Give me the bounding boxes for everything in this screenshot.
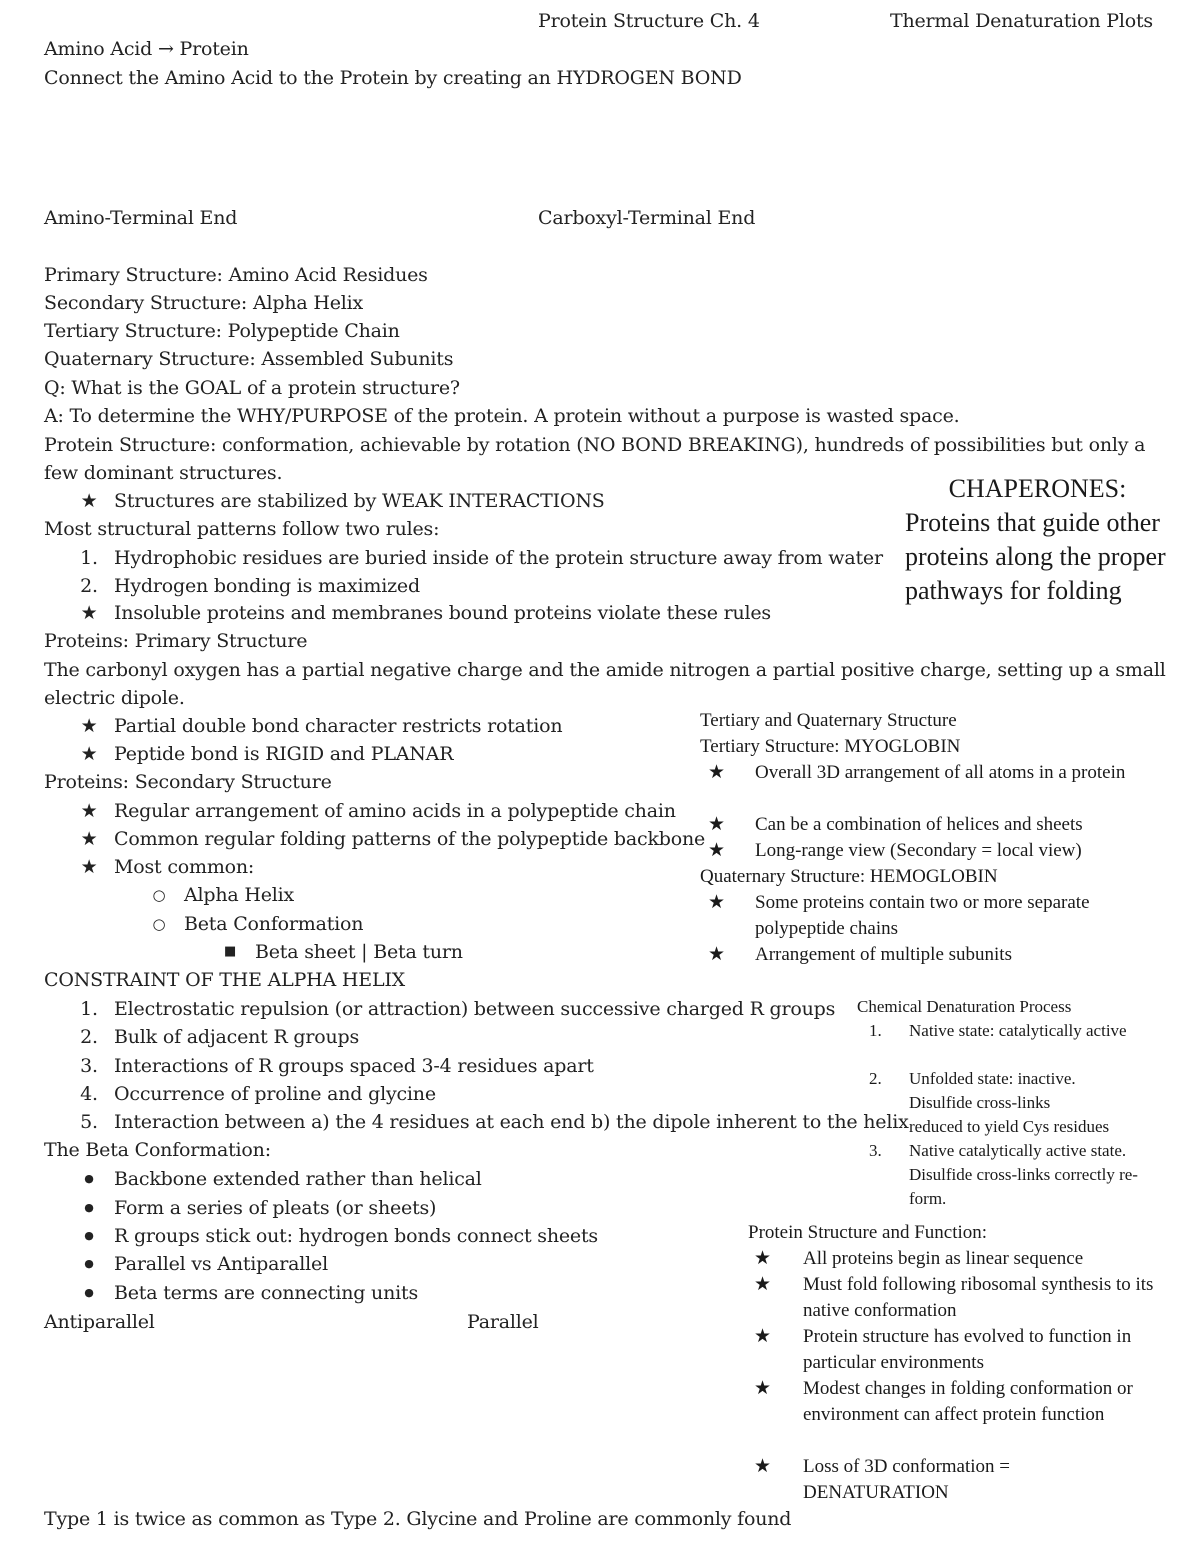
center-title: Protein Structure Ch. 4: [538, 10, 760, 32]
dot-bullet-icon: ●: [84, 1286, 94, 1299]
star-bullet-icon: ★: [80, 490, 98, 512]
conformation-line-1: Protein Structure: conformation, achievable by rotation (NO BOND BREAKING), hundreds of possibilities but only a: [44, 434, 1146, 456]
primary-heading: Proteins: Primary Structure: [44, 630, 308, 652]
number-marker: 3.: [80, 1055, 98, 1077]
number-marker: 2.: [869, 1069, 882, 1088]
chemical-denaturation-box: [857, 995, 1187, 1215]
tq-heading: Tertiary and Quaternary Structure: [700, 710, 957, 731]
list-item-text: Beta sheet | Beta turn: [255, 941, 463, 963]
structure-function-box: [748, 1220, 1188, 1510]
list-item-text: Parallel vs Antiparallel: [114, 1253, 328, 1275]
list-item-text: Beta Conformation: [184, 913, 364, 935]
list-item-text: Native state: catalytically active: [909, 1021, 1127, 1040]
function-heading: Protein Structure and Function:: [748, 1222, 988, 1243]
dot-bullet-icon: ●: [84, 1229, 94, 1242]
carboxyl-terminal-label: Carboxyl-Terminal End: [538, 207, 756, 229]
question-line: Q: What is the GOAL of a protein structure?: [44, 377, 460, 399]
secondary-heading: Proteins: Secondary Structure: [44, 771, 332, 793]
star-bullet-icon: ★: [754, 1274, 772, 1295]
list-item-text: Interactions of R groups spaced 3-4 residues apart: [114, 1055, 594, 1077]
secondary-structure-line: Secondary Structure: Alpha Helix: [44, 292, 364, 314]
list-item-text: All proteins begin as linear sequence: [803, 1248, 1084, 1269]
star-bullet-icon: ★: [708, 762, 726, 783]
list-item-text: Native catalytically active state. Disulfide cross-links correctly re-form.: [909, 1141, 1138, 1208]
star-bullet-icon: ★: [754, 1326, 772, 1347]
star-bullet-icon: ★: [708, 944, 726, 965]
number-marker: 1.: [80, 547, 98, 569]
list-item-text: Insoluble proteins and membranes bound proteins violate these rules: [114, 602, 771, 624]
list-item-text: Regular arrangement of amino acids in a polypeptide chain: [114, 800, 676, 822]
chaperones-body: Proteins that guide other proteins along the proper pathways for folding: [905, 508, 1166, 605]
list-item-text: Long-range view (Secondary = local view): [755, 840, 1082, 861]
list-item-text: Occurrence of proline and glycine: [114, 1083, 436, 1105]
list-item-text: Common regular folding patterns of the polypeptide backbone: [114, 828, 706, 850]
list-item-text: Alpha Helix: [184, 884, 295, 906]
chaperones-box: [905, 472, 1170, 608]
list-item-text: Bulk of adjacent R groups: [114, 1026, 360, 1048]
list-item-text: reduced to yield Cys residues: [909, 1117, 1110, 1136]
star-bullet-icon: ★: [708, 814, 726, 835]
list-item-text: Peptide bond is RIGID and PLANAR: [114, 743, 454, 765]
beta-heading: The Beta Conformation:: [44, 1139, 271, 1161]
number-marker: 1.: [80, 998, 98, 1020]
list-item-text: Modest changes in folding conformation or environment can affect protein function: [803, 1378, 1133, 1425]
star-bullet-icon: ★: [80, 856, 98, 878]
footer-line: Type 1 is twice as common as Type 2. Glycine and Proline are commonly found: [44, 1508, 792, 1530]
number-marker: 4.: [80, 1083, 98, 1105]
list-item-text: Partial double bond character restricts rotation: [114, 715, 563, 737]
list-item-text: Interaction between a) the 4 residues at each end b) the dipole inherent to the helix: [114, 1111, 909, 1133]
circle-bullet-icon: ○: [152, 886, 166, 904]
list-item-text: Can be a combination of helices and sheets: [755, 814, 1083, 835]
circle-bullet-icon: ○: [152, 915, 166, 933]
list-item-text: Disulfide cross-links: [909, 1093, 1051, 1112]
parallel-label: Parallel: [467, 1311, 539, 1333]
list-item-text: Must fold following ribosomal synthesis to its native conformation: [803, 1274, 1154, 1321]
dot-bullet-icon: ●: [84, 1257, 94, 1270]
dot-bullet-icon: ●: [84, 1201, 94, 1214]
primary-structure-line: Primary Structure: Amino Acid Residues: [44, 264, 428, 286]
antiparallel-label: Antiparallel: [44, 1311, 155, 1333]
constraint-heading: CONSTRAINT OF THE ALPHA HELIX: [44, 969, 405, 991]
dot-bullet-icon: ●: [84, 1172, 94, 1185]
tertiary-quaternary-box: [700, 708, 1180, 968]
rules-intro: Most structural patterns follow two rules:: [44, 518, 440, 540]
quaternary-structure-line: Quaternary Structure: Assembled Subunits: [44, 348, 454, 370]
star-bullet-icon: ★: [80, 743, 98, 765]
star-bullet-icon: ★: [80, 828, 98, 850]
list-item-text: Protein structure has evolved to function in particular environments: [803, 1326, 1132, 1373]
star-bullet-icon: ★: [754, 1248, 772, 1269]
number-marker: 5.: [80, 1111, 98, 1133]
list-item-text: R groups stick out: hydrogen bonds connect sheets: [114, 1225, 598, 1247]
chemical-heading: Chemical Denaturation Process: [857, 997, 1072, 1016]
conformation-line-2: few dominant structures.: [44, 462, 283, 484]
amino-terminal-label: Amino-Terminal End: [44, 207, 238, 229]
tertiary-label: Tertiary Structure: MYOGLOBIN: [700, 736, 961, 757]
number-marker: 3.: [869, 1141, 882, 1160]
list-item-text: Hydrogen bonding is maximized: [114, 575, 420, 597]
right-title: Thermal Denaturation Plots: [890, 10, 1153, 32]
list-item-text: Hydrophobic residues are buried inside of the protein structure away from water: [114, 547, 883, 569]
dipole-line-2: electric dipole.: [44, 687, 185, 709]
tertiary-structure-line: Tertiary Structure: Polypeptide Chain: [44, 320, 400, 342]
star-bullet-icon: ★: [80, 602, 98, 624]
chaperones-title: CHAPERONES:: [948, 474, 1127, 503]
list-item-text: Electrostatic repulsion (or attraction) between successive charged R groups: [114, 998, 836, 1020]
answer-line: A: To determine the WHY/PURPOSE of the protein. A protein without a purpose is wasted space.: [44, 405, 960, 427]
star-bullet-icon: ★: [708, 840, 726, 861]
list-item-text: Beta terms are connecting units: [114, 1282, 418, 1304]
list-item-text: Form a series of pleats (or sheets): [114, 1197, 437, 1219]
list-item-text: Unfolded state: inactive.: [909, 1069, 1076, 1088]
list-item-text: Overall 3D arrangement of all atoms in a protein: [755, 762, 1126, 783]
number-marker: 2.: [80, 575, 98, 597]
number-marker: 1.: [869, 1021, 882, 1040]
square-bullet-icon: ■: [223, 944, 237, 959]
star-bullet-icon: ★: [80, 800, 98, 822]
list-item-text: Most common:: [114, 856, 255, 878]
intro-line-1: Amino Acid → Protein: [44, 38, 249, 60]
star-bullet-icon: ★: [708, 892, 726, 913]
list-item-text: Structures are stabilized by WEAK INTERACTIONS: [114, 490, 605, 512]
dipole-line-1: The carbonyl oxygen has a partial negative charge and the amide nitrogen a partial positive charge, setting up a small: [44, 659, 1166, 681]
quaternary-label: Quaternary Structure: HEMOGLOBIN: [700, 866, 998, 887]
list-item-text: Backbone extended rather than helical: [114, 1168, 482, 1190]
list-item-text: Arrangement of multiple subunits: [755, 944, 1012, 965]
star-bullet-icon: ★: [754, 1378, 772, 1399]
list-item-text: Loss of 3D conformation = DENATURATION: [803, 1456, 1011, 1503]
number-marker: 2.: [80, 1026, 98, 1048]
star-bullet-icon: ★: [80, 715, 98, 737]
star-bullet-icon: ★: [754, 1456, 772, 1477]
intro-line-2: Connect the Amino Acid to the Protein by creating an HYDROGEN BOND: [44, 67, 742, 89]
list-item-text: Some proteins contain two or more separate polypeptide chains: [755, 892, 1090, 939]
